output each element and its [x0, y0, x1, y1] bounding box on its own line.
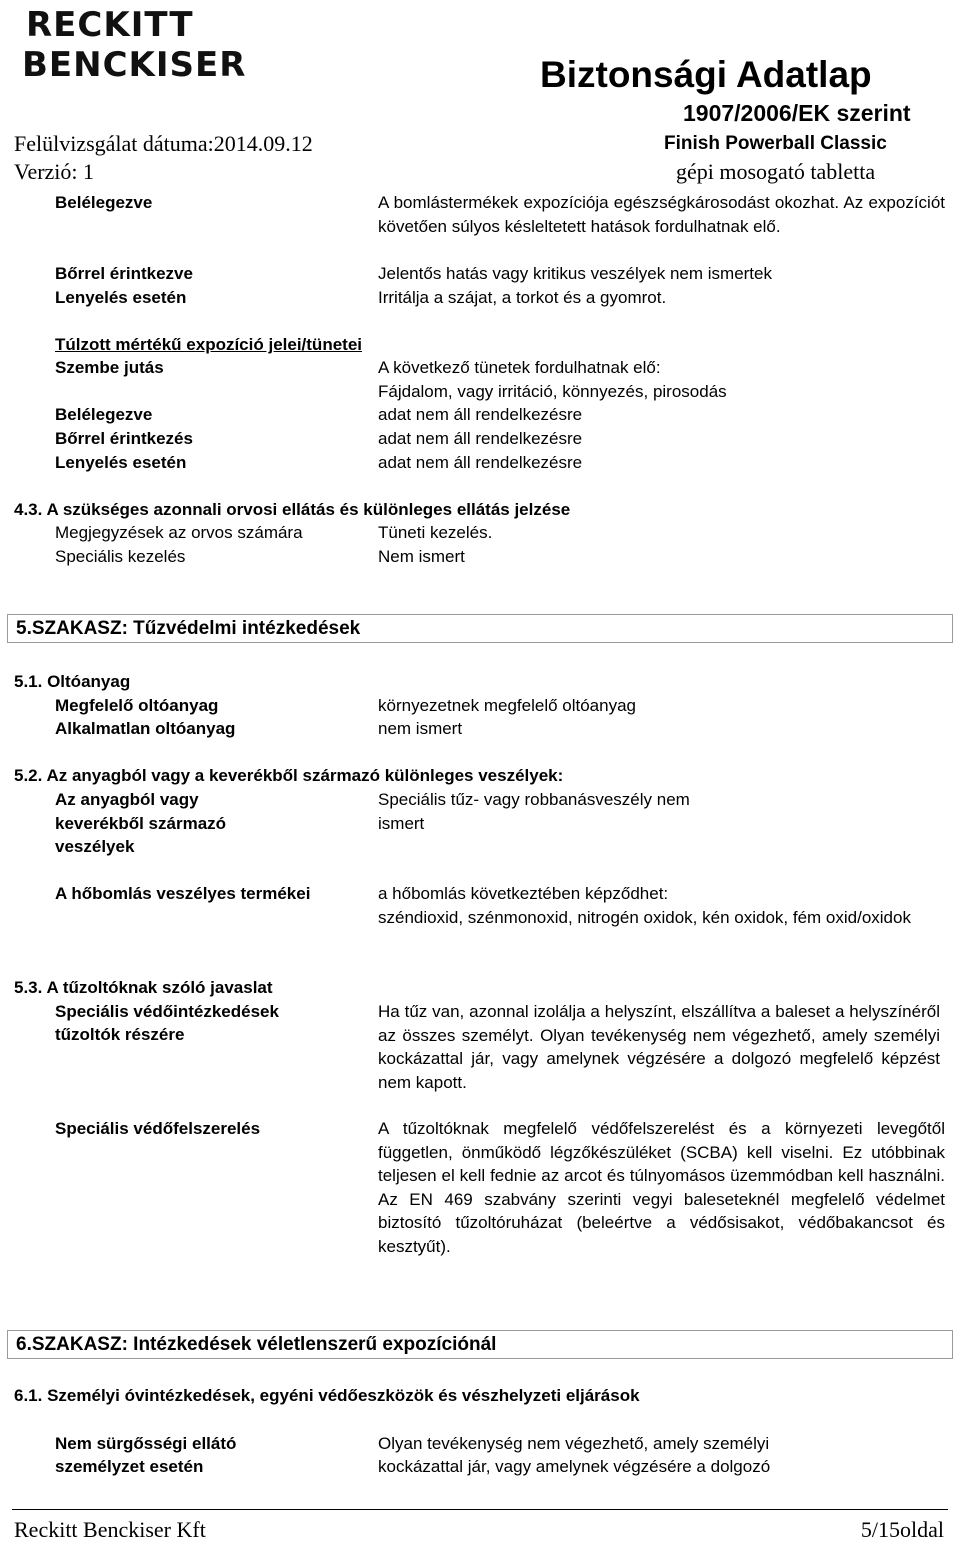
version: Verzió: 1: [14, 159, 95, 184]
product-description: gépi mosogató tabletta: [676, 159, 876, 184]
inhalation-value: A bomlástermékek expozíciója egészségkárosodást okozhat. Az expozíciót követően súlyos késleltetett hatások fordulhatnak elő.: [378, 193, 945, 236]
logo-line2: BENCKISER: [22, 45, 247, 85]
eye-value-1: A következő tünetek fordulhatnak elő:: [378, 358, 661, 377]
protective-actions-label-2: tűzoltók részére: [55, 1025, 185, 1044]
non-emergency-label-1: Nem sürgősségi ellátó: [55, 1434, 237, 1453]
footer-company: Reckitt Benckiser Kft: [14, 1517, 206, 1542]
skin-label: Bőrrel érintkezve: [55, 264, 193, 283]
oe-skin-label: Bőrrel érintkezés: [55, 429, 193, 448]
oe-ingestion-value: adat nem áll rendelkezésre: [378, 453, 583, 472]
protective-actions-label-1: Speciális védőintézkedések: [55, 1002, 279, 1021]
section6-title: 6.SZAKASZ: Intézkedések véletlenszerű expozíciónál: [7, 1330, 953, 1359]
s52-heading: 5.2. Az anyagból vagy a keverékből származó különleges veszélyek:: [14, 766, 564, 785]
protective-equipment-value: A tűzoltóknak megfelelő védőfelszerelést és a környezeti levegőtől független, önműködő légzőkészüléket (SCBA) kell viselni. Ez utóbbinak teljesen el kell fednie az arcot és túlnyomásos üzemmódban kell használni. Az EN 469 szabvány szerinti vegyi baleseteknél megfelelő védelmet biztosító tűzoltóruházat (beleértve a védősisakot, védőbakancsot és kesztyűt).: [378, 1119, 945, 1256]
oe-inhalation-label: Belélegezve: [55, 405, 153, 424]
hazard-value-2: ismert: [378, 814, 425, 833]
protective-equipment-label: Speciális védőfelszerelés: [55, 1119, 261, 1138]
special-treatment-label: Speciális kezelés: [55, 547, 186, 566]
revision-date: Felülvizsgálat dátuma:2014.09.12: [14, 131, 313, 156]
ingestion-value: Irritálja a szájat, a torkot és a gyomrot.: [378, 288, 667, 307]
s61-heading: 6.1. Személyi óvintézkedések, egyéni védőeszközök és vészhelyzeti eljárások: [14, 1386, 640, 1405]
suitable-media-value: környezetnek megfelelő oltóanyag: [378, 696, 636, 715]
footer-rule: [12, 1509, 948, 1510]
skin-value: Jelentős hatás vagy kritikus veszélyek nem ismertek: [378, 264, 772, 283]
hazard-label-1: Az anyagból vagy: [55, 790, 199, 809]
unsuitable-media-value: nem ismert: [378, 719, 463, 738]
logo-line1: RECKITT: [26, 5, 194, 45]
s53-heading: 5.3. A tűzoltóknak szóló javaslat: [14, 978, 273, 997]
s51-heading: 5.1. Oltóanyag: [14, 672, 131, 691]
special-treatment-value: Nem ismert: [378, 547, 465, 566]
protective-actions-value: Ha tűz van, azonnal izolálja a helyszínt, elszállítva a baleset a helyszínéről az összes személyt. Olyan tevékenység nem végezhető, amely személyi kockázattal jár, vagy amelynek végzésére a dolgozó megfelelő képzést nem kapott.: [378, 1002, 940, 1092]
non-emergency-value-2: kockázattal jár, vagy amelynek végzésére a dolgozó: [378, 1457, 771, 1476]
non-emergency-label-2: személyzet esetén: [55, 1457, 204, 1476]
unsuitable-media-label: Alkalmatlan oltóanyag: [55, 719, 236, 738]
non-emergency-value-1: Olyan tevékenység nem végezhető, amely személyi: [378, 1434, 770, 1453]
hazard-label-3: veszélyek: [55, 837, 135, 856]
oe-skin-value: adat nem áll rendelkezésre: [378, 429, 583, 448]
footer-page: 5/15oldal: [860, 1517, 944, 1542]
inhalation-label: Belélegezve: [55, 193, 153, 212]
eye-label: Szembe jutás: [55, 358, 164, 377]
s43-heading: 4.3. A szükséges azonnali orvosi ellátás és különleges ellátás jelzése: [14, 500, 571, 519]
product-name: Finish Powerball Classic: [664, 133, 887, 154]
decomposition-value-2: széndioxid, szénmonoxid, nitrogén oxidok, kén oxidok, fém oxid/oxidok: [378, 908, 911, 927]
regulation: 1907/2006/EK szerint: [683, 100, 911, 126]
hazard-label-2: keverékből származó: [55, 814, 227, 833]
ingestion-label: Lenyelés esetén: [55, 288, 187, 307]
section5-title: 5.SZAKASZ: Tűzvédelmi intézkedések: [7, 614, 953, 643]
document-title: Biztonsági Adatlap: [540, 54, 872, 95]
oe-ingestion-label: Lenyelés esetén: [55, 453, 187, 472]
eye-value-2: Fájdalom, vagy irritáció, könnyezés, pirosodás: [378, 382, 727, 401]
doctor-note-value: Tüneti kezelés.: [378, 523, 493, 542]
doctor-note-label: Megjegyzések az orvos számára: [55, 523, 303, 542]
overexposure-heading: Túlzott mértékű expozíció jelei/tünetei: [55, 335, 362, 354]
decomposition-label: A hőbomlás veszélyes termékei: [55, 884, 311, 903]
decomposition-value-1: a hőbomlás következtében képződhet:: [378, 884, 669, 903]
oe-inhalation-value: adat nem áll rendelkezésre: [378, 405, 583, 424]
suitable-media-label: Megfelelő oltóanyag: [55, 696, 219, 715]
hazard-value-1: Speciális tűz- vagy robbanásveszély nem: [378, 790, 690, 809]
